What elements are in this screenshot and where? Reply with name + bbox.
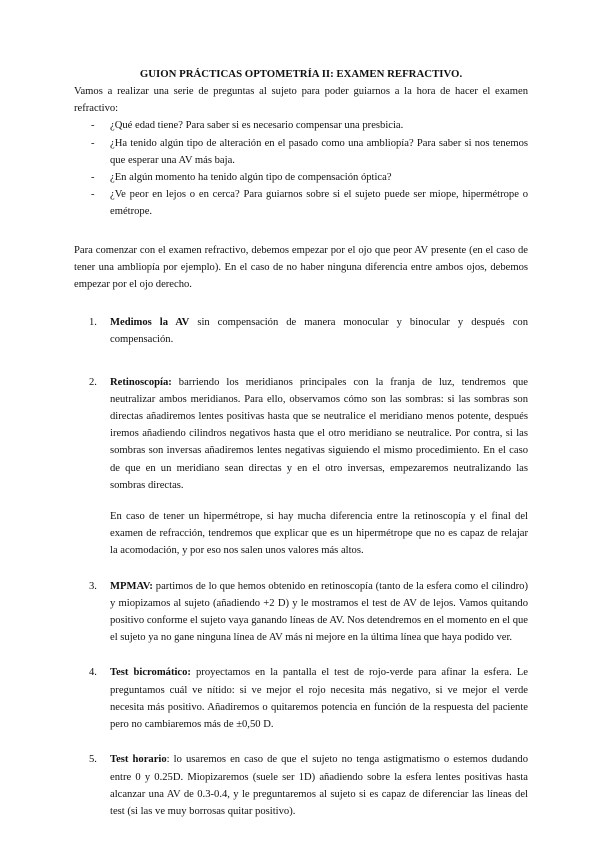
step-number: 2. [89,376,97,388]
step-term: Medimos la AV [110,317,190,329]
step-text: : lo usaremos en caso de que el sujeto no tenga astigmatismo o estemos dudando entre 0 y 0.25D. Miopizaremos (suele ser 1D) añadiendo sobre la esfera lentes positivas hasta alcanzar una AV de 0.3-0.4, y le preguntaremos al sujeto si es capaz de diferenciar las líneas del test (si las ve muy borrosas quitar positivo). [110,754,528,817]
step-item-5 [89,751,528,820]
step-extra-paragraph: En caso de tener un hipermétrope, si hay mucha diferencia entre la retinoscopía y el final del examen de refracción, tendremos que explicar que es un hipermétrope que no es capaz de relajar la acomodación, y por eso nos salen unos valores más altos. [110,511,528,557]
document-title: GUION PRÁCTICAS OPTOMETRÍA II: EXAMEN REFRACTIVO. [139,68,463,80]
step-number: 5. [89,754,97,766]
step-item-4 [89,664,529,733]
step-term: Test horario [110,754,167,766]
step-text: partimos de lo que hemos obtenido en retinoscopía (tanto de la esfera como el cilindro) y miopizamos al sujeto (añadiendo +2 D) y le mostramos el test de AV de lejos. Vamos quitando positivo conforme el sujeto vaya ganando líneas de AV. Nos detendremos en el momento en el que el sujeto ya no gane ninguna línea de AV más ni mejore en la última línea que haya podido ver. [110,580,528,644]
question-item: - ¿En algún momento ha tenido algún tipo de compensación óptica? [110,169,528,186]
step-item-2 [89,374,528,560]
step-number: 3. [89,580,97,592]
steps-list [74,314,528,820]
step-text: sin compensación de manera monocular y binocular y después con compensación. [110,317,529,346]
question-list [74,117,528,220]
intro-paragraph: Vamos a realizar una serie de preguntas al sujeto para poder guiarnos a la hora de hacer el examen refractivo: [74,86,528,115]
start-paragraph: Para comenzar con el examen refractivo, debemos empezar por el ojo que peor AV presente (en el caso de tener una ambliopía por ejemplo). En el caso de no haber ninguna diferencia entre ambos ojos, debemos empezar por el ojo derecho. [74,244,528,291]
question-item: - ¿Ha tenido algún tipo de alteración en el pasado como una ambliopía? Para saber si nos tenemos que esperar una AV más baja. [110,135,528,169]
step-text: proyectamos en la pantalla el test de rojo-verde para afinar la esfera. Le preguntamos cuál ve nítido: si ve mejor el rojo necesita más negativo, si ve mejor el verde necesita más positivo. Añadiremos o quitaremos potencia en función de la respuesta del paciente pero no cambiaremos más de ±0,50 D. [110,667,529,731]
question-item: - ¿Ve peor en lejos o en cerca? Para guiarnos sobre si el sujeto puede ser miope, hipermétrope o emétrope. [110,186,528,220]
step-term: Retinoscopía: [110,376,172,388]
step-number: 1. [89,317,97,329]
step-item-3 [89,578,528,647]
step-number: 4. [89,667,97,679]
step-text: barriendo los meridianos principales con la franja de luz, tendremos que neutralizar ambos meridianos. Para ello, observamos cómo son las sombras: si las sombras son directas añadiremos lentes positivas hasta que se neutralice el meridiano menos potente, después iremos añadiendo cilindros negativos hasta que el otro meridiano se neutralice. Por contra, si las sombras son inversas añadiremos lentes negativas siguiendo el mismo procedimiento. En el caso de que en un meridiano sean directas y en el otro inversas, empezaremos neutralizando las sombras directas. [110,376,528,491]
document-page [74,66,528,820]
step-item-1 [89,314,529,348]
question-item: - ¿Qué edad tiene? Para saber si es necesario compensar una presbicia. [110,117,528,134]
step-term: Test bicromático: [110,667,191,679]
step-term: MPMAV: [110,580,153,592]
